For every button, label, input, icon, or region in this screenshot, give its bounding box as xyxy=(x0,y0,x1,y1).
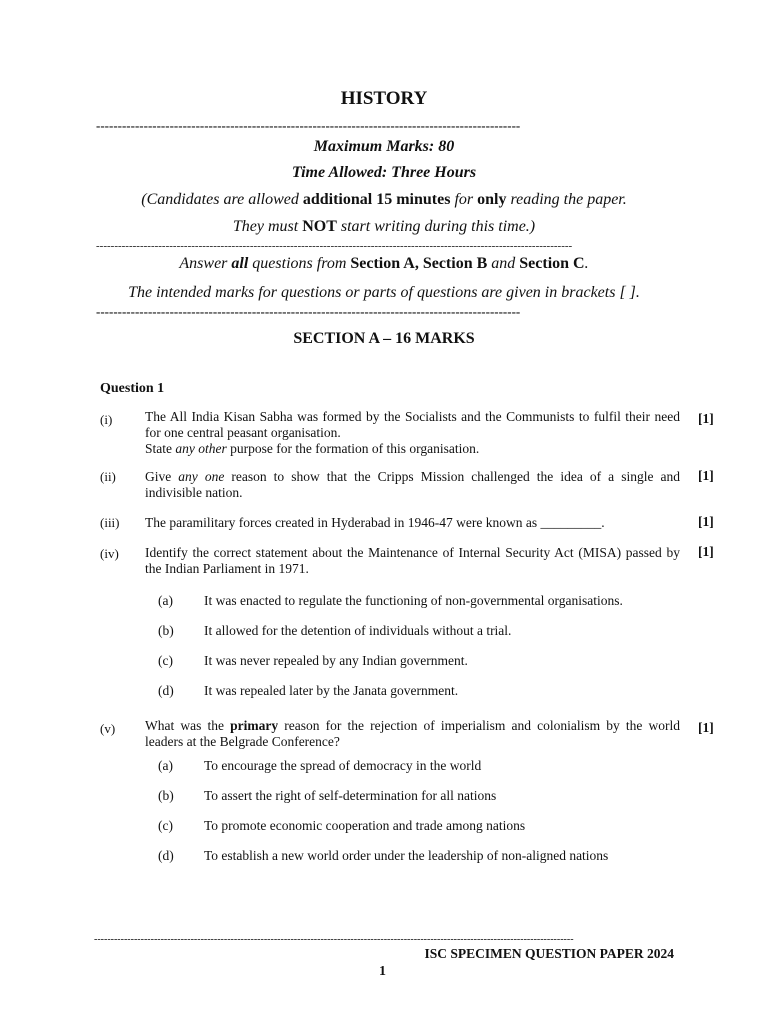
marks-badge: [1] xyxy=(698,514,714,529)
maximum-marks: Maximum Marks: 80 xyxy=(313,138,455,155)
question-text: The paramilitary forces created in Hyderabad in 1946-47 were known as _________. xyxy=(145,515,605,530)
option-text: It was repealed later by the Janata government. xyxy=(204,683,459,698)
divider: ---------------------------------------------------------------------------------------------------------------------------------- xyxy=(96,240,573,252)
option-text: To assert the right of self-determination for all nations xyxy=(204,788,497,803)
question-number: (iv) xyxy=(100,546,119,561)
divider: -------------------------------------------------------------------------------------------------- xyxy=(96,304,521,319)
option-label: (b) xyxy=(158,788,174,803)
option-label: (d) xyxy=(158,683,174,698)
question-heading: Question 1 xyxy=(100,381,165,396)
time-allowed: Time Allowed: Three Hours xyxy=(291,164,477,181)
option-label: (b) xyxy=(158,623,174,638)
answer-instruction: Answer all questions from Section A, Section B and Section C. xyxy=(179,255,589,272)
option-label: (c) xyxy=(158,818,173,833)
marks-badge: [1] xyxy=(698,720,714,735)
divider: -------------------------------------------------------------------------------------------------- xyxy=(96,118,521,133)
question-text: The All India Kisan Sabha was formed by the Socialists and the Communists to fulfil their need for one central peasant organisation. State any other purpose for the formation of this organisation. xyxy=(145,409,680,456)
section-title: SECTION A – 16 MARKS xyxy=(293,330,475,347)
option-label: (c) xyxy=(158,653,173,668)
option-text: To promote economic cooperation and trade among nations xyxy=(204,818,526,833)
question-number: (ii) xyxy=(100,469,116,484)
marks-instruction: The intended marks for questions or parts of questions are given in brackets [ ]. xyxy=(128,284,640,301)
option-label: (a) xyxy=(158,758,173,773)
marks-badge: [1] xyxy=(698,411,714,426)
option-label: (d) xyxy=(158,848,174,863)
question-number: (i) xyxy=(100,412,113,427)
option-text: To encourage the spread of democracy in the world xyxy=(204,758,482,773)
question-text: Identify the correct statement about the Maintenance of Internal Security Act (MISA) passed by the Indian Parliament in 1971. xyxy=(145,545,680,576)
footer-paper-name: ISC SPECIMEN QUESTION PAPER 2024 xyxy=(424,946,674,961)
option-text: It allowed for the detention of individuals without a trial. xyxy=(204,623,512,638)
question-text: What was the primary reason for the rejection of imperialism and colonialism by the world leaders at the Belgrade Conference? xyxy=(145,718,680,749)
option-text: To establish a new world order under the leadership of non-aligned nations xyxy=(204,848,609,863)
question-number: (v) xyxy=(100,721,116,736)
question-text: Give any one reason to show that the Cripps Mission challenged the idea of a single and indivisible nation. xyxy=(145,469,680,500)
footer-divider: ------------------------------------------------------------------------------------------------------------------------------------------------ xyxy=(94,934,574,945)
marks-badge: [1] xyxy=(698,544,714,559)
option-text: It was never repealed by any Indian government. xyxy=(204,653,468,668)
question-number: (iii) xyxy=(100,515,120,530)
reading-time-note: (Candidates are allowed additional 15 minutes for only reading the paper. xyxy=(141,191,627,208)
option-text: It was enacted to regulate the functioning of non-governmental organisations. xyxy=(204,593,623,608)
page-title: HISTORY xyxy=(340,88,428,109)
page-number: 1 xyxy=(379,964,386,979)
writing-restriction-note: They must NOT start writing during this time.) xyxy=(232,218,536,235)
option-label: (a) xyxy=(158,593,173,608)
marks-badge: [1] xyxy=(698,468,714,483)
